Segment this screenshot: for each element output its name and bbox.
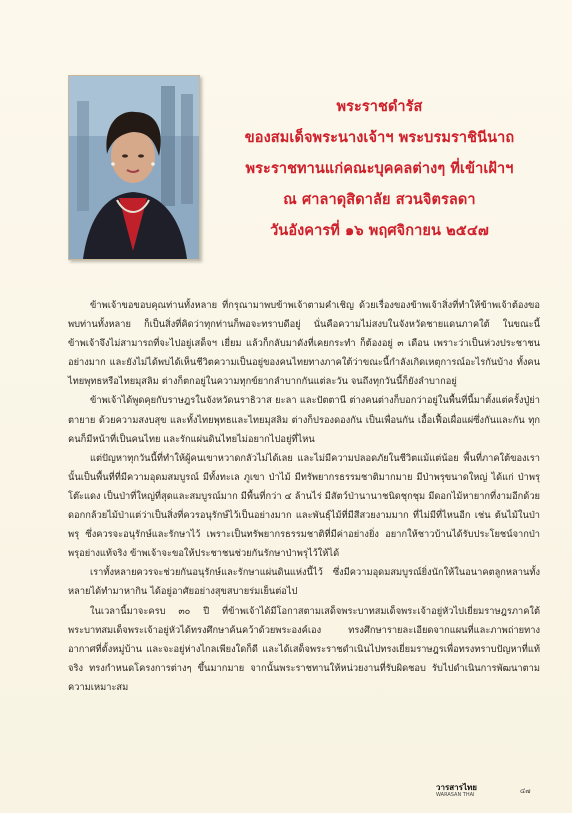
page-number: ๔๗ [520, 787, 531, 795]
title-line: พระราชทานแก่คณะบุคคลต่างๆ ที่เข้าเฝ้าฯ [245, 161, 514, 177]
speech-body [68, 296, 540, 697]
paragraph: แต่ปัญหาทุกวันนี้ที่ทำให้ผู้คนเขาหวาดกลัวไม่ได้เลย และไม่มีความปลอดภัยในชีวิตแม้แต่น้อย พื้นที่ภาคใต้ของเรานั้นเป็นพื้นที่ที่มีความอุดมสมบูรณ์ มีทั้งทะเล ภูเขา ป่าไม้ มีทรัพยากรธรรมชาติมากมาย มีป่าพรุขนาดใหญ่ ได้แก่ ป่าพรุโต๊ะแดง เป็นป่าที่ใหญ่ที่สุดและสมบูรณ์มาก มีพื้นที่กว่า ๔ ล้านไร่ มีสัตว์ป่านานาชนิดชุกชุม มีดอกไม้หายากที่งามอีกด้วย ดอกกล้วยไม้ป่าแต่ว่าเป็นสิ่งที่ควรอนุรักษ์ไว้เป็นอย่างมาก และพันธุ์ไม้ที่มีสีสวยงามมาก ที่ไม่มีที่ไหนอีก เช่น ต้นไม้ในป่าพรุ ซึ่งควรจะอนุรักษ์และรักษาไว้ เพราะเป็นทรัพยากรธรรมชาติที่มีค่าอย่างยิ่ง อยากให้ชาวบ้านได้รับประโยชน์จากป่าพรุอย่างแท้จริง ข้าพเจ้าจะขอให้ประชาชนช่วยกันรักษาป่าพรุไว้ให้ได้ [68, 452, 540, 560]
title-line: พระราชดำรัส [336, 99, 423, 115]
title-line: ณ ศาลาดุสิดาลัย สวนจิตรลดา [283, 192, 476, 208]
paragraph: ข้าพเจ้าขอขอบคุณท่านทั้งหลาย ที่กรุณามาพบข้าพเจ้าตามคำเชิญ ด้วยเรื่องของข้าพเจ้าสิ่งที่ทำให้ข้าพเจ้าต้องขอพบท่านทั้งหลาย ก็เป็นสิ่งที่คิดว่าทุกท่านก็พอจะทราบดีอยู่ นั่นคือความไม่สงบในจังหวัดชายแดนภาคใต้ ในขณะนี้ข้าพเจ้าจึงไม่สามารถที่จะไปอยู่เสด็จฯ เยี่ยม แล้วก็กลับมาดังที่เคยกระทำ ก็ต้องอยู่ ๓ เดือน เพราะว่าเป็นห่วงประชาชนอย่างมาก และยังไม่ได้พบได้เห็นชีวิตความเป็นอยู่ของคนไทยทางภาคใต้ว่าขณะนี้กำลังเกิดเหตุการณ์อะไรกันบ้าง ทั้งคนไทยพุทธหรือไทยมุสลิม ต่างก็ตกอยู่ในความทุกข์ยากลำบากกันแต่ละวัน จนถึงทุกวันนี้ก็ยังลำบากอยู่ [68, 300, 540, 388]
title-line: ของสมเด็จพระนางเจ้าฯ พระบรมราชินีนาถ [244, 130, 515, 146]
magazine-logo [436, 784, 477, 798]
paragraph: ข้าพเจ้าได้พูดคุยกับราษฎรในจังหวัดนราธิวาส ยะลา และปัตตานี ต่างคนต่างก็บอกว่าอยู่ในพื้นที่นี้มาตั้งแต่ครั้งปู่ย่าตายาย ด้วยความสงบสุข และทั้งไทยพุทธและไทยมุสลิม ต่างก็ปรองดองกัน เป็นเพื่อนกัน เอื้อเฟื้อเผื่อแผ่ซึ่งกันและกัน ทุกคนก็มีหน้าที่เป็นคนไทย และรักแผ่นดินไทยไม่อยากไปอยู่ที่ไหน [68, 395, 540, 445]
portrait-illustration [69, 76, 199, 259]
portrait-photo [68, 75, 200, 260]
logo-subtext: WARASAN THAI [436, 792, 475, 798]
speech-title [212, 92, 547, 247]
paragraph: เราทั้งหลายควรจะช่วยกันอนุรักษ์และรักษาแผ่นดินแห่งนี้ไว้ ซึ่งมีความอุดมสมบูรณ์ยิ่งนักให้ในอนาคตลูกหลานทั้งหลายได้ทำมาหากิน ได้อยู่อาศัยอย่างสุขสบายร่มเย็นต่อไป [68, 567, 540, 598]
logo-text: วารสารไทย [436, 783, 477, 792]
paragraph: ในเวลานี้มาจะครบ ๓๐ ปี ที่ข้าพเจ้าได้มีโอกาสตามเสด็จพระบาทสมเด็จพระเจ้าอยู่หัวไปเยี่ยมราษฎรภาคใต้ พระบาทสมเด็จพระเจ้าอยู่หัวได้ทรงศึกษาค้นคว้าด้วยพระองค์เอง ทรงศึกษารายละเอียดจากแผนที่และภาพถ่ายทางอากาศที่ตั้งหมู่บ้าน และจะอยู่ห่างไกลเพียงใดก็ดี และได้เสด็จพระราชดำเนินไปทรงเยี่ยมราษฎรเพื่อทรงทราบปัญหาที่แท้จริง ทรงกำหนดโครงการต่างๆ ขึ้นมากมาย จากนั้นพระราชทานให้หน่วยงานที่รับผิดชอบ รับไปดำเนินการพัฒนาตามความเหมาะสม [68, 605, 540, 693]
title-line: วันอังคารที่ ๑๖ พฤศจิกายน ๒๕๔๗ [270, 223, 489, 239]
